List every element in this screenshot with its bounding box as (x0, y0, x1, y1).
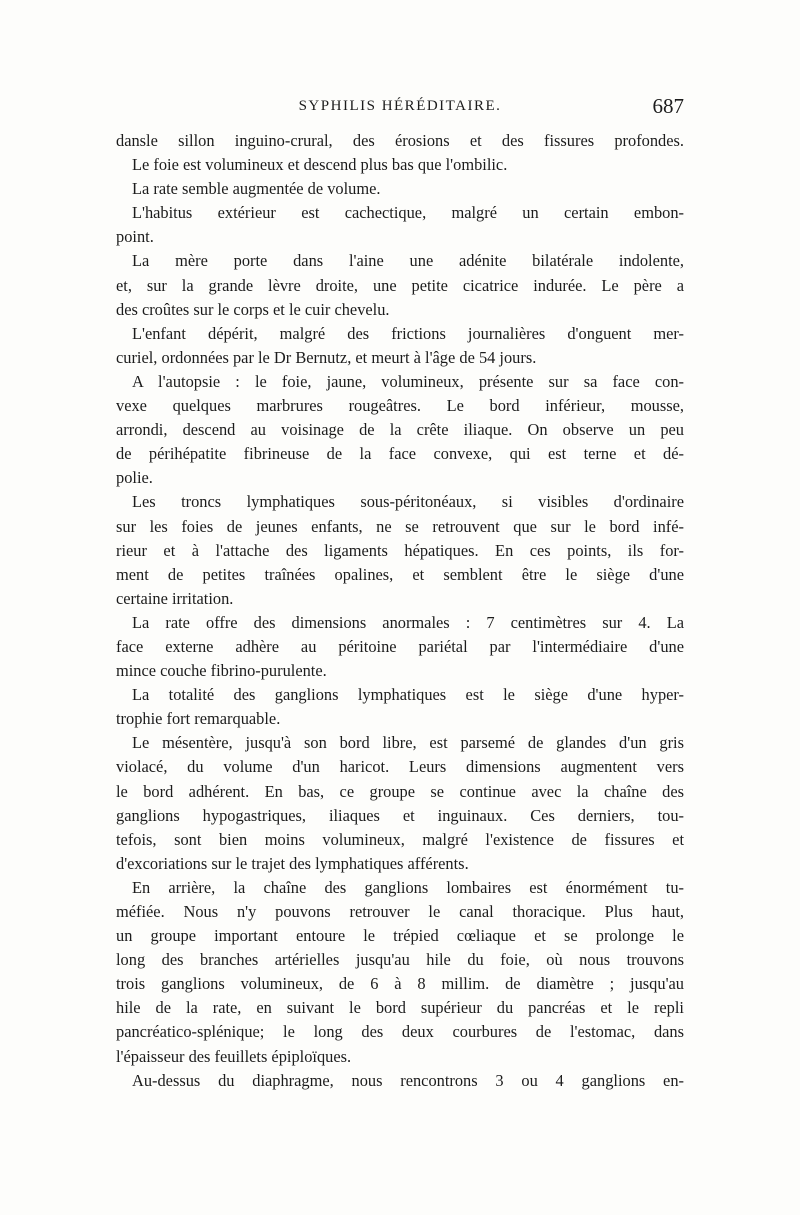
text-line: long des branches artérielles jusqu'au hile du foie, où nous trouvons (116, 950, 684, 970)
text-line: mince couche fibrino-purulente. (116, 661, 327, 681)
text-line: sur les foies de jeunes enfants, ne se retrouvent que sur le bord infé- (116, 516, 684, 536)
text-line: et, sur la grande lèvre droite, une petite cicatrice indurée. Le père a (116, 275, 684, 295)
text-line: l'épaisseur des feuillets épiploïques. (116, 1046, 352, 1066)
text-line: arrondi, descend au voisinage de la crête iliaque. On observe un peu (116, 420, 684, 440)
text-line: ment de petites traînées opalines, et semblent être le siège d'une (116, 564, 684, 584)
text-line: violacé, du volume d'un haricot. Leurs dimensions augmentent vers (116, 757, 684, 777)
text-line: Le foie est volumineux et descend plus bas que l'ombilic. (132, 155, 508, 175)
text-line: de périhépatite fibrineuse de la face convexe, qui est terne et dé- (116, 444, 684, 464)
text-line: tefois, sont bien moins volumineux, malgré l'existence de fissures et (116, 829, 684, 849)
body-text (116, 129, 684, 1093)
text-line: La rate offre des dimensions anormales : 7 centimètres sur 4. La (132, 612, 684, 632)
page-header (116, 92, 684, 120)
text-line: un groupe important entoure le trépied cœliaque et se prolonge le (116, 926, 684, 946)
text-line: Au-dessus du diaphragme, nous rencontrons 3 ou 4 ganglions en- (132, 1070, 684, 1090)
text-line: L'enfant dépérit, malgré des frictions journalières d'onguent mer- (132, 323, 684, 343)
text-line: pancréatico-splénique; le long des deux courbures de l'estomac, dans (116, 1022, 684, 1042)
text-line: La mère porte dans l'aine une adénite bilatérale indolente, (132, 251, 684, 271)
text-line: trophie fort remarquable. (116, 709, 281, 729)
text-line: Le mésentère, jusqu'à son bord libre, est parsemé de glandes d'un gris (132, 733, 684, 753)
text-line: certaine irritation. (116, 588, 234, 608)
text-line: La rate semble augmentée de volume. (132, 179, 381, 199)
text-line: le bord adhérent. En bas, ce groupe se continue avec la chaîne des (116, 781, 684, 801)
text-line: des croûtes sur le corps et le cuir chevelu. (116, 299, 390, 319)
text-line: En arrière, la chaîne des ganglions lombaires est énormément tu- (132, 877, 684, 897)
text-line: d'excoriations sur le trajet des lymphatiques afférents. (116, 853, 469, 873)
text-line: rieur et à l'attache des ligaments hépatiques. En ces points, ils for- (116, 540, 684, 560)
text-line: L'habitus extérieur est cachectique, malgré un certain embon- (132, 203, 684, 223)
text-line: point. (116, 227, 154, 247)
text-line: polie. (116, 468, 153, 488)
text-line: dansle sillon inguino-crural, des érosions et des fissures profondes. (116, 131, 684, 150)
running-title: SYPHILIS HÉRÉDITAIRE. (298, 98, 502, 114)
text-line: face externe adhère au péritoine pariétal par l'intermédiaire d'une (116, 636, 684, 656)
text-line: vexe quelques marbrures rougeâtres. Le bord inférieur, mousse, (116, 396, 684, 416)
text-line: hile de la rate, en suivant le bord supérieur du pancréas et le repli (116, 998, 684, 1018)
page-number: 687 (652, 94, 684, 118)
text-line: Les troncs lymphatiques sous-péritonéaux, si visibles d'ordinaire (132, 492, 684, 512)
text-line: La totalité des ganglions lymphatiques est le siège d'une hyper- (132, 685, 684, 705)
text-line: A l'autopsie : le foie, jaune, volumineux, présente sur sa face con- (132, 371, 684, 391)
text-line: méfiée. Nous n'y pouvons retrouver le canal thoracique. Plus haut, (116, 902, 684, 921)
text-line: trois ganglions volumineux, de 6 à 8 millim. de diamètre ; jusqu'au (116, 974, 684, 994)
text-line: curiel, ordonnées par le Dr Bernutz, et meurt à l'âge de 54 jours. (116, 347, 537, 367)
text-line: ganglions hypogastriques, iliaques et inguinaux. Ces derniers, tou- (116, 805, 684, 825)
